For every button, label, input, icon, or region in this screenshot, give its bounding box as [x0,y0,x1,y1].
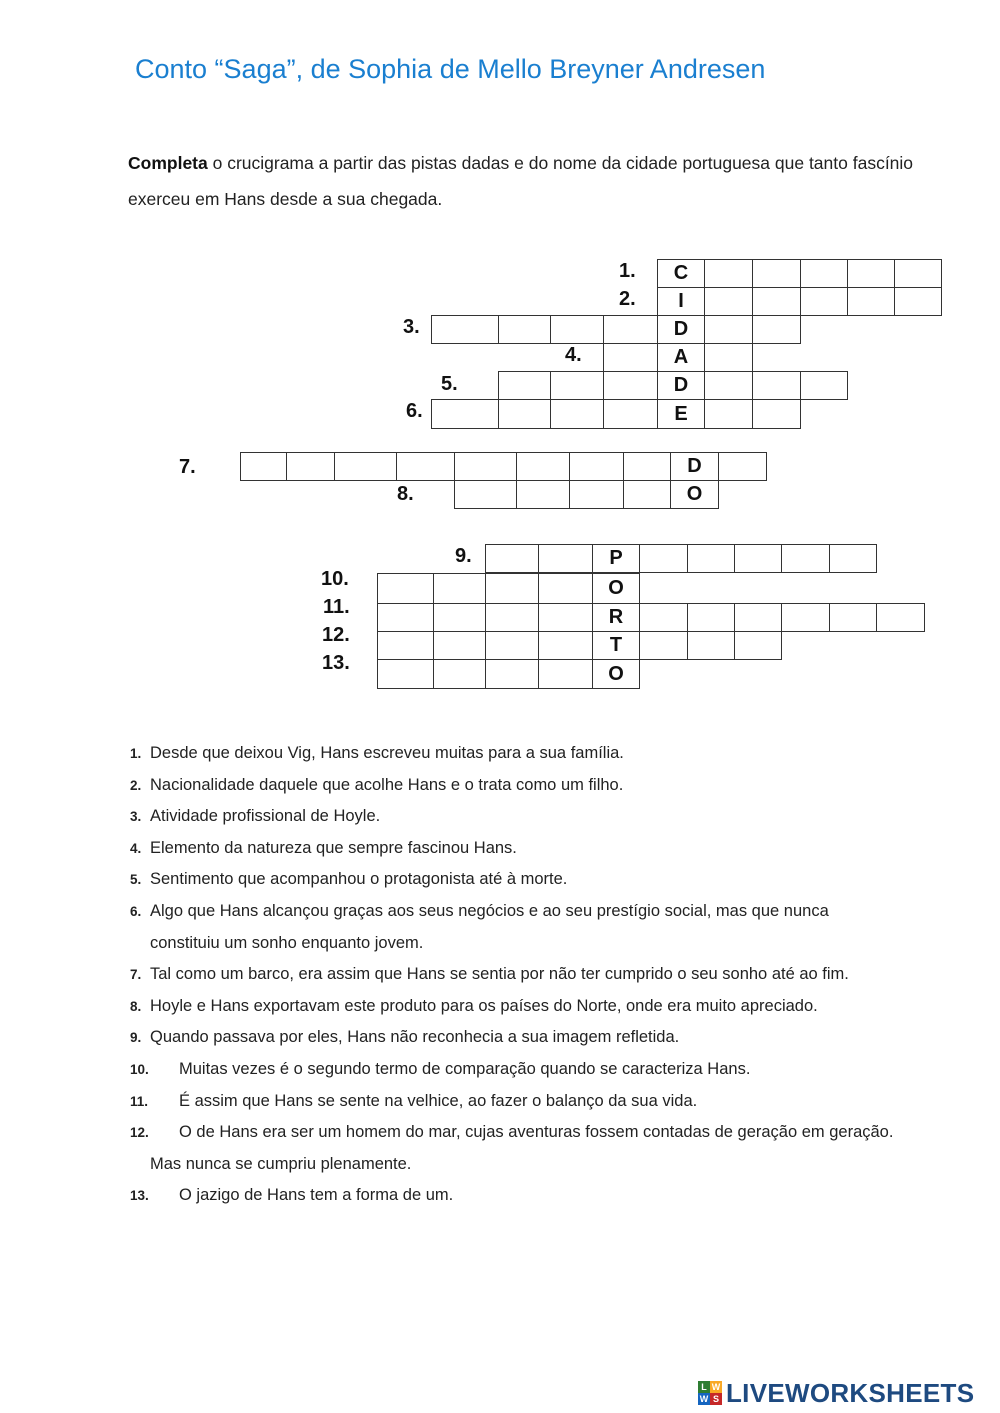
clue-item [130,864,990,896]
clue-item [130,1054,990,1086]
clue-item [130,1117,990,1149]
clue-number-label: 3. [403,316,420,338]
crossword-cell-input[interactable] [516,452,570,481]
clue-text: Nacionalidade daquele que acolhe Hans e o trata como um filho. [150,775,624,794]
crossword-cell-input[interactable] [377,659,434,689]
clue-number-label: 11. [323,596,350,618]
clue-number: 6. [130,903,142,919]
liveworksheets-logo-icon: L W W S [699,1382,721,1404]
crossword-cell-given-letter: I [657,287,705,316]
clue-text: O jazigo de Hans tem a forma de um. [179,1186,454,1205]
crossword-cell-input[interactable] [485,544,539,573]
clue-text: Sentimento que acompanhou o protagonista até à morte. [150,870,568,889]
crossword-cell-input[interactable] [829,603,877,632]
crossword-cell-input[interactable] [396,452,455,481]
crossword-cell-input[interactable] [603,399,658,429]
crossword-cell-input[interactable] [800,259,848,288]
crossword-cell-input[interactable] [718,452,767,481]
crossword-cell-input[interactable] [704,287,753,316]
crossword-cell-input[interactable] [752,315,801,344]
instructions-bold: Completa [128,153,208,173]
clue-item [130,1086,990,1118]
crossword-cell-input[interactable] [687,603,735,632]
clue-text: Algo que Hans alcançou graças aos seus negócios e ao seu prestígio social, mas que nunca [150,901,829,920]
clue-number-label: 1. [619,260,636,282]
clue-number: 10. [130,1061,149,1077]
crossword-cell-input[interactable] [454,452,517,481]
clue-item [130,1180,990,1212]
clue-number: 3. [130,809,142,825]
crossword-cell-input[interactable] [431,315,499,344]
crossword-cell-given-letter: R [592,603,640,632]
clue-text: Muitas vezes é o segundo termo de comparação quando se caracteriza Hans. [179,1059,751,1078]
crossword-cell-input[interactable] [847,259,895,288]
clue-list [130,738,990,1212]
crossword-cell-input[interactable] [550,371,604,400]
clue-item [130,801,990,833]
crossword-cell-input[interactable] [639,603,688,632]
crossword-cell-input[interactable] [847,287,895,316]
clue-number: 2. [130,777,142,793]
crossword-cell-input[interactable] [498,399,551,429]
crossword-cell-input[interactable] [377,573,434,604]
liveworksheets-logo-text: LIVEWORKSHEETS [726,1377,975,1408]
clue-text: O de Hans era ser um homem do mar, cujas aventuras fossem contadas de geração em geração. [179,1123,894,1142]
clue-number: 8. [130,998,142,1014]
crossword-cell-input[interactable] [781,603,830,632]
crossword-cell-input[interactable] [286,452,335,481]
crossword-cell-input[interactable] [569,480,624,509]
crossword-cell-input[interactable] [894,287,942,316]
crossword-cell-input[interactable] [498,371,551,400]
clue-number-label: 2. [619,288,636,310]
crossword-cell-input[interactable] [734,631,782,660]
clue-number-label: 5. [441,373,458,395]
crossword-cell-input[interactable] [550,315,604,344]
clue-item [130,896,990,928]
crossword-cell-input[interactable] [433,659,486,689]
crossword-cell-input[interactable] [752,371,801,400]
crossword-cell-input[interactable] [704,371,753,400]
clue-number-label: 12. [322,624,350,646]
clue-number-label: 13. [322,652,350,674]
crossword-cell-input[interactable] [498,315,551,344]
crossword-cell-input[interactable] [639,544,688,573]
clue-number: 4. [130,840,142,856]
crossword-cell-given-letter: E [657,399,705,429]
crossword-cell-input[interactable] [433,631,486,660]
clue-number-label: 6. [406,400,423,422]
crossword-cell-given-letter: A [657,343,705,372]
crossword-cell-input[interactable] [377,631,434,660]
crossword-cell-given-letter: D [670,452,719,481]
crossword-cell-input[interactable] [485,631,539,660]
crossword-cell-input[interactable] [800,287,848,316]
page-title: Conto “Saga”, de Sophia de Mello Breyner Andresen [135,54,766,84]
clue-item [130,833,990,865]
crossword-cell-input[interactable] [431,399,499,429]
crossword-cell-input[interactable] [752,287,801,316]
crossword-cell-input[interactable] [569,452,624,481]
clue-item [130,991,990,1023]
crossword-cell-given-letter: T [592,631,640,660]
clue-text: Hoyle e Hans exportavam este produto para os países do Norte, onde era muito apreciado. [150,996,818,1015]
crossword-cell-input[interactable] [687,631,735,660]
crossword-cell-input[interactable] [377,603,434,632]
crossword-cell-input[interactable] [516,480,570,509]
crossword-cell-input[interactable] [894,259,942,288]
clue-number-label: 8. [397,483,414,505]
crossword-cell-input[interactable] [485,603,539,632]
clue-item [130,770,990,802]
crossword-cell-given-letter: O [592,659,640,689]
crossword-cell-input[interactable] [538,659,593,689]
crossword-cell-input[interactable] [334,452,397,481]
clue-text: Quando passava por eles, Hans não reconhecia a sua imagem refletida. [150,1028,680,1047]
crossword-cell-input[interactable] [240,452,287,481]
clue-number: 13. [130,1188,149,1204]
crossword-cell-input[interactable] [433,603,486,632]
crossword-cell-input[interactable] [734,544,782,573]
crossword-cell-input[interactable] [603,371,658,400]
crossword-cell-input[interactable] [603,343,658,372]
crossword-cell-input[interactable] [623,480,671,509]
clue-number: 1. [130,746,142,761]
crossword-cell-input[interactable] [485,659,539,689]
clue-text: Desde que deixou Vig, Hans escreveu muitas para a sua família. [150,744,624,762]
crossword-cell-input[interactable] [538,573,593,604]
clue-number: 12. [130,1125,149,1141]
crossword-cell-input[interactable] [704,399,753,429]
clue-item [130,959,990,991]
crossword-cell-input[interactable] [752,399,801,429]
crossword-cell-given-letter: C [657,259,705,288]
crossword-cell-input[interactable] [550,399,604,429]
crossword-cell-input[interactable] [704,343,753,372]
crossword-cell-input[interactable] [603,315,658,344]
clue-number: 11. [130,1093,149,1109]
crossword-cell-input[interactable] [704,315,753,344]
crossword-cell-input[interactable] [752,259,801,288]
crossword-cell-input[interactable] [538,544,593,573]
clue-text: Tal como um barco, era assim que Hans se sentia por não ter cumprido o seu sonho até ao fim. [150,965,849,984]
clue-item [130,738,990,770]
clue-continuation: Mas nunca se cumpriu plenamente. [150,1154,412,1173]
clue-number-label: 9. [455,545,472,567]
clue-number: 9. [130,1030,142,1046]
crossword-cell-given-letter: P [592,544,640,573]
crossword-cell-input[interactable] [734,603,782,632]
crossword-cell-given-letter: D [657,371,705,400]
crossword-cell-input[interactable] [876,603,925,632]
clue-number-label: 7. [179,456,196,478]
crossword-cell-given-letter: O [592,573,640,604]
clue-number: 5. [130,872,142,888]
crossword-cell-input[interactable] [829,544,877,573]
crossword-cell-input[interactable] [454,480,517,509]
crossword-cell-input[interactable] [538,631,593,660]
crossword-cell-given-letter: O [670,480,719,509]
crossword-cell-input[interactable] [781,544,830,573]
crossword-cell-input[interactable] [538,603,593,632]
clue-item [130,1022,990,1054]
crossword-cell-input[interactable] [623,452,671,481]
clue-number-label: 4. [565,344,582,366]
crossword-cell-input[interactable] [800,371,848,400]
crossword-cell-given-letter: D [657,315,705,344]
clue-number: 7. [130,967,142,983]
crossword-cell-input[interactable] [687,544,735,573]
clue-continuation: constituiu um sonho enquanto jovem. [150,933,424,952]
instructions-text: o crucigrama a partir das pistas dadas e do nome da cidade portuguesa que tanto fascínio exerceu em Hans desde a sua chegada. [128,153,914,209]
clue-number-label: 10. [321,568,349,590]
crossword-cell-input[interactable] [485,573,539,604]
clue-text: Elemento da natureza que sempre fascinou Hans. [150,838,517,857]
crossword-cell-input[interactable] [433,573,486,604]
liveworksheets-logo [698,1378,974,1408]
crossword-cell-input[interactable] [704,259,753,288]
crossword-cell-input[interactable] [639,631,688,660]
clue-text: Atividade profissional de Hoyle. [150,807,381,826]
clue-text: É assim que Hans se sente na velhice, ao fazer o balanço da sua vida. [179,1091,698,1110]
